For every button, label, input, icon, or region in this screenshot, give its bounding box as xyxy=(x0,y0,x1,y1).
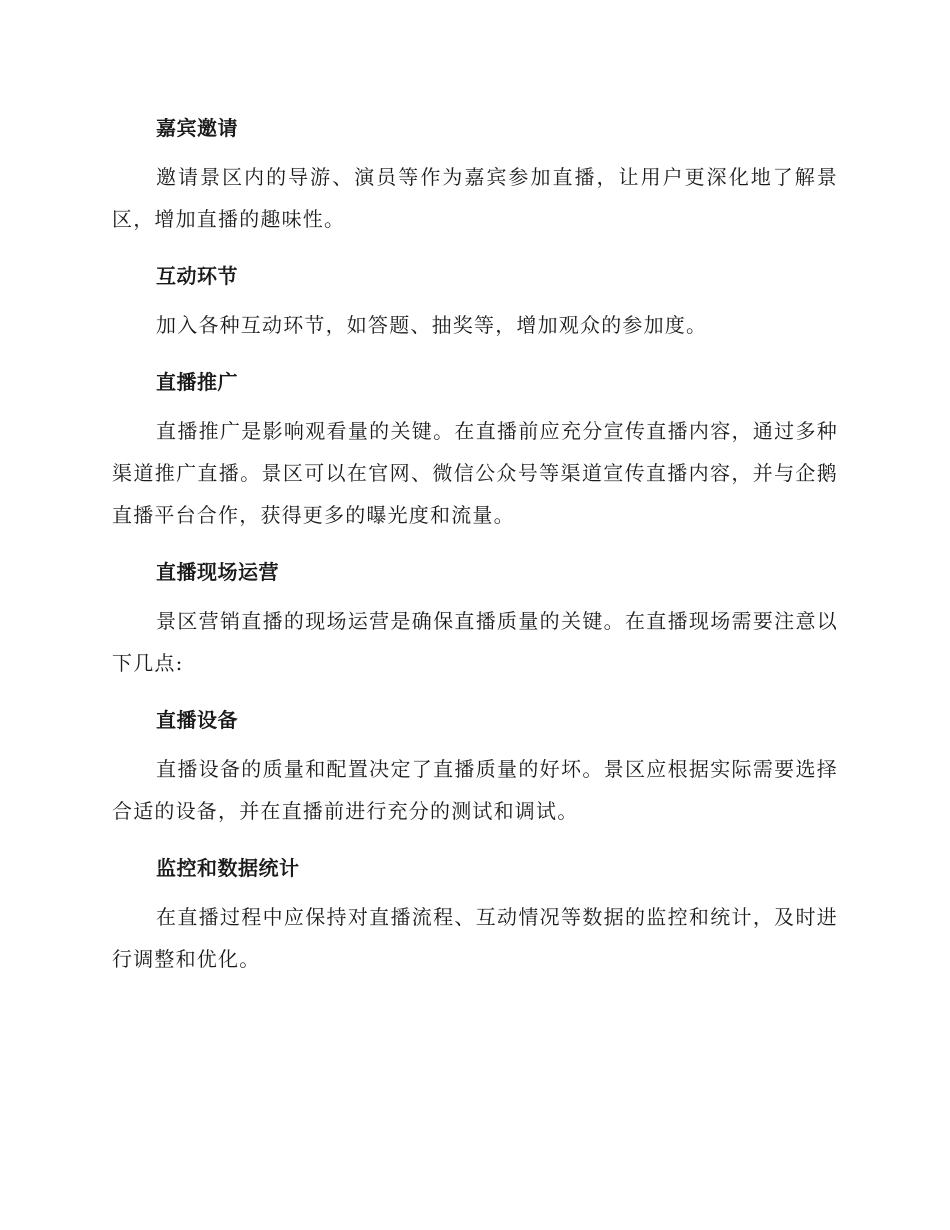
section-onsite-operation xyxy=(112,554,838,684)
section-promotion xyxy=(112,364,838,536)
section-equipment xyxy=(112,702,838,832)
section-interaction xyxy=(112,258,838,346)
section-paragraph: 加入各种互动环节，如答题、抽奖等，增加观众的参加度。 xyxy=(156,313,708,337)
section-heading: 互动环节 xyxy=(156,264,238,288)
section-heading: 直播现场运营 xyxy=(156,560,279,584)
section-heading: 嘉宾邀请 xyxy=(156,116,238,140)
section-guest-invitation xyxy=(112,110,838,240)
section-paragraph: 直播设备的质量和配置决定了直播质量的好坏。景区应根据实际需要选择合适的设备，并在直播前进行充分的测试和调试。 xyxy=(112,757,838,823)
section-paragraph: 邀请景区内的导游、演员等作为嘉宾参加直播，让用户更深化地了解景区，增加直播的趣味性。 xyxy=(112,165,838,231)
section-heading: 直播推广 xyxy=(156,370,238,394)
section-paragraph: 在直播过程中应保持对直播流程、互动情况等数据的监控和统计，及时进行调整和优化。 xyxy=(112,905,838,971)
section-paragraph: 景区营销直播的现场运营是确保直播质量的关键。在直播现场需要注意以下几点: xyxy=(112,609,838,675)
section-paragraph: 直播推广是影响观看量的关键。在直播前应充分宣传直播内容，通过多种渠道推广直播。景区可以在官网、微信公众号等渠道宣传直播内容，并与企鹅直播平台合作，获得更多的曝光度和流量。 xyxy=(112,419,838,527)
section-heading: 直播设备 xyxy=(156,708,238,732)
section-monitoring xyxy=(112,850,838,980)
section-heading: 监控和数据统计 xyxy=(156,856,300,880)
